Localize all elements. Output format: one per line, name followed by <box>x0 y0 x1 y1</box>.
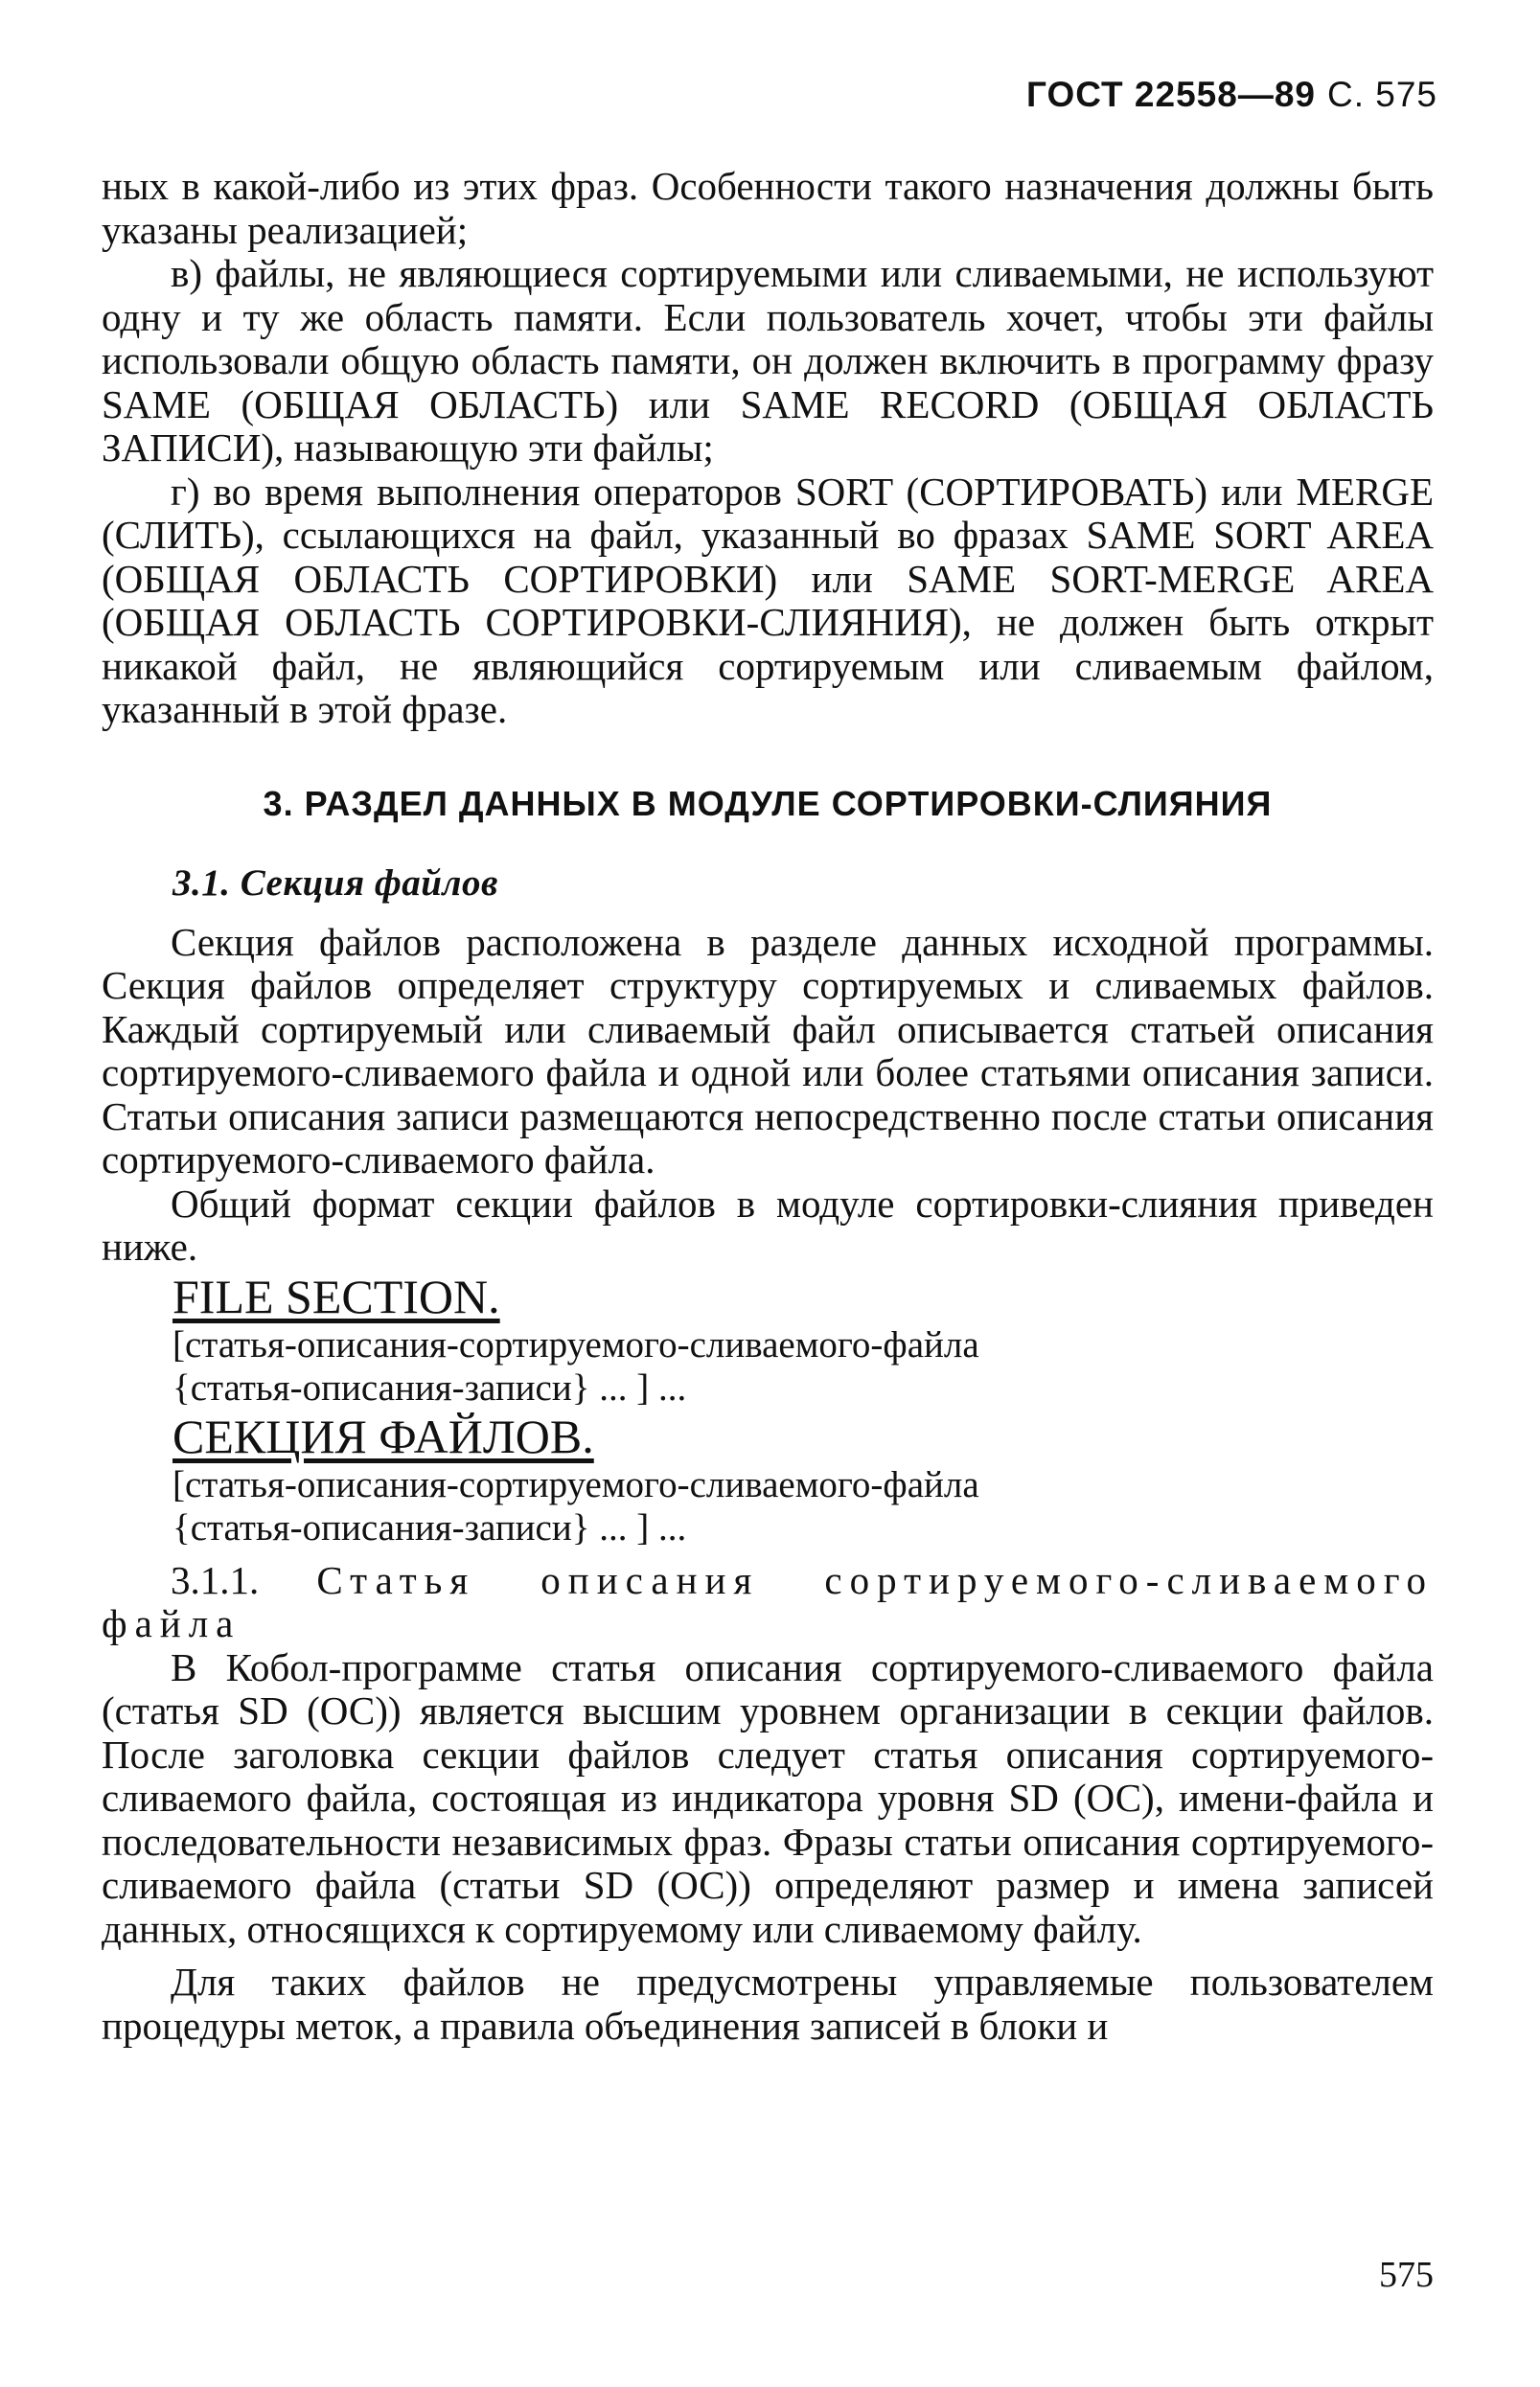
format-keyword-ru: СЕКЦИЯ ФАЙЛОВ. <box>172 1409 594 1463</box>
standard-number: ГОСТ 22558—89 <box>1025 75 1316 114</box>
paragraph-file-section: Секция файлов расположена в разделе данных исходной программы. Секция файлов определяет структуру сортируемых и сливаемых файлов. Каждый сортируемый или сливаемый файл описывается статьей описания сортируемого-сливаемого файла и одной или более статьями описания записи. Статьи описания записи размещаются непосредственно после статьи описания сортируемого-сливаемого файла. <box>102 919 1434 1182</box>
page-header <box>958 75 1437 115</box>
section-heading: 3. РАЗДЕЛ ДАННЫХ В МОДУЛЕ СОРТИРОВКИ-СЛИЯНИЯ <box>263 783 1273 823</box>
subsubsection-number: 3.1.1. <box>171 1557 260 1602</box>
header-page-number: С. 575 <box>1326 75 1437 114</box>
format-keyword-en: FILE SECTION. <box>172 1269 500 1323</box>
format-line: [статья-описания-сортируемого-сливаемого-файла <box>172 1323 979 1366</box>
format-line: {статья-описания-записи} ... ] ... <box>172 1506 687 1549</box>
page-number: 575 <box>1379 2255 1434 2295</box>
format-line: {статья-описания-записи} ... ] ... <box>172 1366 687 1409</box>
paragraph-general-format: Общий формат секции файлов в модуле сортировки-слияния приведен ниже. <box>102 1181 1434 1269</box>
paragraph-sd-entry: В Кобол-программе статья описания сортируемого-сливаемого файла (статья SD (ОС)) является высшим уровнем организации в секции файлов. После заголовка секции файлов следует статья описания сортируемого-сливаемого файла, состоящая из индикатора уровня SD (ОС), имени-файла и последовательности независимых фраз. Фразы статьи описания сортируемого-сливаемого файла (статьи SD (ОС)) определяют размер и имена записей данных, относящихся к сортируемому или сливаемому файлу. <box>102 1644 1434 1951</box>
subsubsection-heading <box>102 1559 1434 1646</box>
page-body <box>102 165 1434 2048</box>
list-item-g: г) во время выполнения операторов SORT (СОРТИРОВАТЬ) или MERGE (СЛИТЬ), ссылающихся на файл, указанный во фразах SAME SORT AREA (ОБЩАЯ ОБЛАСТЬ СОРТИРОВКИ) или SAME SORT-MERGE AREA (ОБЩАЯ ОБЛАСТЬ СОРТИРОВКИ-СЛИЯНИЯ), не должен быть открыт никакой файл, не являющийся сортируемым или сливаемым файлом, указанный в этой фразе. <box>102 469 1434 731</box>
subsubsection-title: Статья описания сортируемого-сливаемого файла <box>102 1557 1435 1645</box>
paragraph-labels: Для таких файлов не предусмотрены управляемые пользователем процедуры меток, а правила объединения записей в блоки и <box>102 1960 1434 2048</box>
paragraph-continuation: ных в какой-либо из этих фраз. Особенности такого назначения должны быть указаны реализацией; <box>102 164 1434 252</box>
list-item-v: в) файлы, не являющиеся сортируемыми или сливаемыми, не используют одну и ту же область памяти. Если пользователь хочет, чтобы эти файлы использовали общую область памяти, он должен включить в программу фразу SAME (ОБЩАЯ ОБЛАСТЬ) или SAME RECORD (ОБЩАЯ ОБЛАСТЬ ЗАПИСИ), называющую эти файлы; <box>102 251 1434 470</box>
format-line: [статья-описания-сортируемого-сливаемого-файла <box>172 1463 979 1505</box>
subsection-title: 3.1. Секция файлов <box>172 862 498 904</box>
